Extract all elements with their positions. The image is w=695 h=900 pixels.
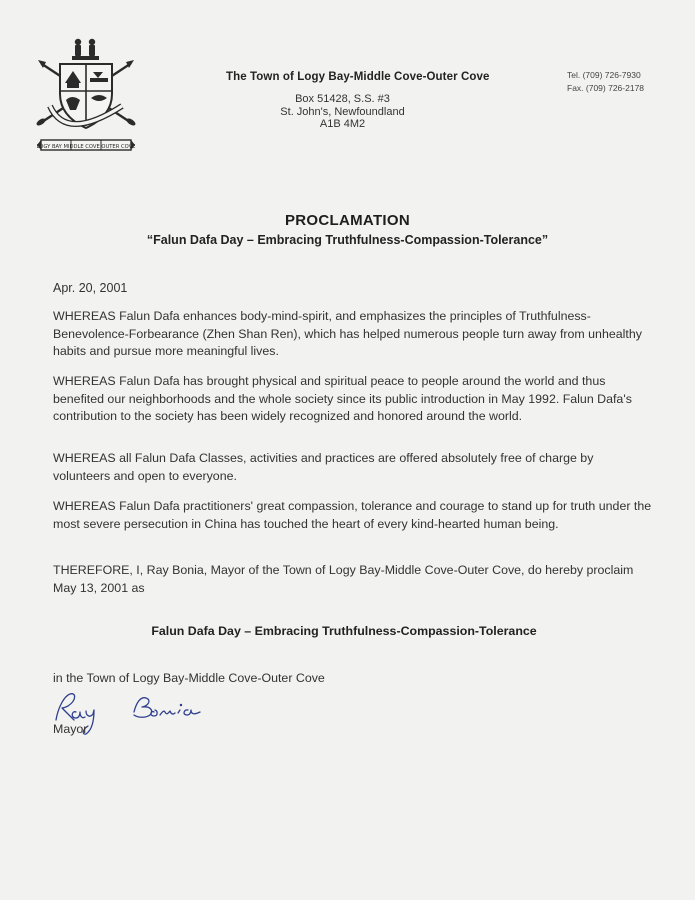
address-line-1: Box 51428, S.S. #3	[295, 93, 390, 105]
whereas-paragraph-3: WHEREAS all Falun Dafa Classes, activities and practices are offered absolutely free of charge by volunteers and open to everyone.	[53, 451, 594, 483]
whereas-paragraph-1: WHEREAS Falun Dafa enhances body-mind-spirit, and emphasizes the principles of Truthfulness-Benevolence-Forbearance (Zhen Shan Ren), which has helped numerous people turn away from unhealthy habits and pursue more meaningful lives.	[53, 309, 642, 358]
whereas-paragraph-2: WHEREAS Falun Dafa has brought physical and spiritual peace to people around the world and thus benefited our neighborhoods and the whole society since its public introduction in May 1992. Falun Dafa's contribution to the society has been widely recognized and honored around the world.	[53, 374, 632, 423]
mayor-title: Mayor	[53, 722, 88, 736]
document-title: PROCLAMATION	[285, 212, 410, 229]
telephone-number: Tel. (709) 726-7930	[567, 70, 641, 80]
document-date: Apr. 20, 2001	[53, 281, 128, 295]
closing-line: in the Town of Logy Bay-Middle Cove-Outer Cove	[53, 671, 325, 685]
fax-number: Fax. (709) 726-2178	[567, 83, 645, 93]
proclaimed-day: Falun Dafa Day – Embracing Truthfulness-Compassion-Tolerance	[151, 624, 537, 638]
crest-scroll-text: LOGY BAY MIDDLE COVE OUTER COVE	[36, 144, 136, 150]
document-subtitle: “Falun Dafa Day – Embracing Truthfulness-Compassion-Tolerance”	[146, 233, 549, 247]
town-name: The Town of Logy Bay-Middle Cove-Outer Cove	[226, 71, 490, 83]
town-crest-logo	[36, 36, 136, 154]
whereas-paragraph-4: WHEREAS Falun Dafa practitioners' great compassion, tolerance and courage to stand up for truth under the most severe persecution in China has touched the heart of every kind-hearted human being.	[53, 499, 652, 531]
address-line-2: St. John's, Newfoundland	[280, 105, 405, 118]
address-line-3: A1B 4M2	[319, 118, 366, 130]
town-address	[280, 93, 405, 131]
therefore-paragraph: THEREFORE, I, Ray Bonia, Mayor of the Town of Logy Bay-Middle Cove-Outer Cove, do hereby proclaim May 13, 2001 as	[53, 563, 634, 595]
contact-info	[567, 69, 644, 95]
